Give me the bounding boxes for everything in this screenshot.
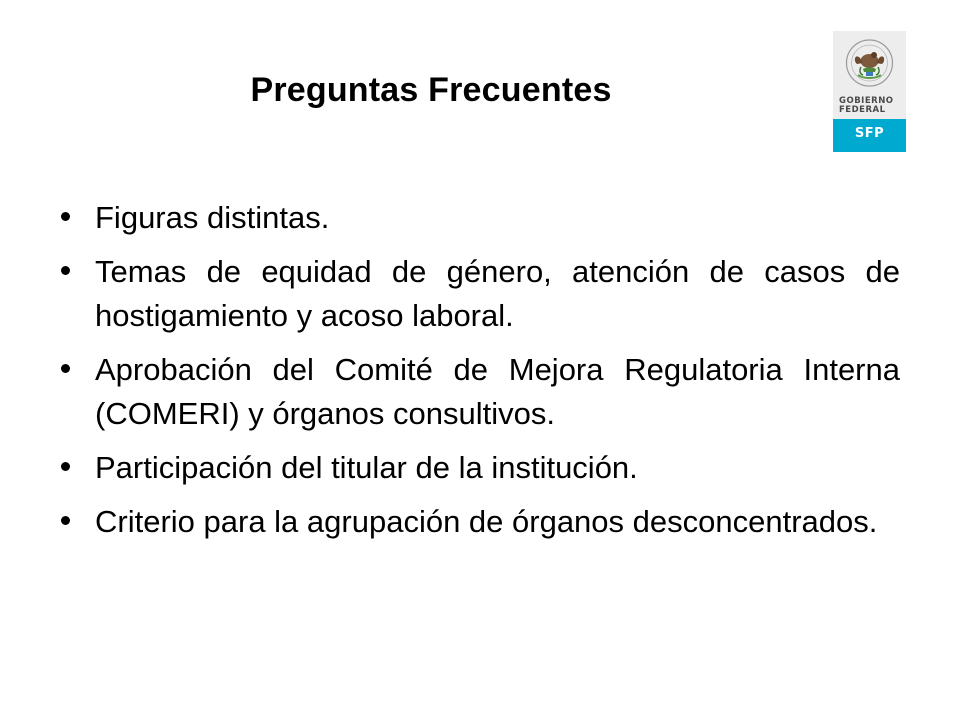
bullet-text: Figuras distintas. [95, 200, 330, 235]
bullet-list [60, 196, 900, 554]
logo-sfp-text: SFP [854, 126, 885, 141]
bullet-marker [61, 516, 70, 525]
bullet-marker [61, 266, 70, 275]
bullet-text: Criterio para la agrupación de órganos desconcentrados. [95, 504, 878, 539]
logo-line-gobierno: GOBIERNO [839, 96, 894, 106]
bullet-text: Temas de equidad de género, atención de casos de hostigamiento y acoso laboral. [95, 254, 900, 333]
bullet-item [60, 348, 900, 436]
bullet-item [60, 196, 900, 240]
mexico-coat-of-arms-icon [833, 31, 906, 91]
slide-title: Preguntas Frecuentes [250, 71, 612, 109]
logo-line-federal: FEDERAL [839, 105, 886, 115]
bullet-item [60, 250, 900, 338]
bullet-item [60, 446, 900, 490]
bullet-marker [61, 462, 70, 471]
gobierno-federal-sfp-logo [833, 31, 906, 152]
bullet-text: Aprobación del Comité de Mejora Regulatoria Interna (COMERI) y órganos consultivos. [95, 352, 900, 431]
bullet-marker [61, 364, 70, 373]
bullet-item [60, 500, 900, 544]
logo-text-block [839, 97, 901, 115]
bullet-marker [61, 212, 70, 221]
bullet-text: Participación del titular de la institución. [95, 450, 638, 485]
